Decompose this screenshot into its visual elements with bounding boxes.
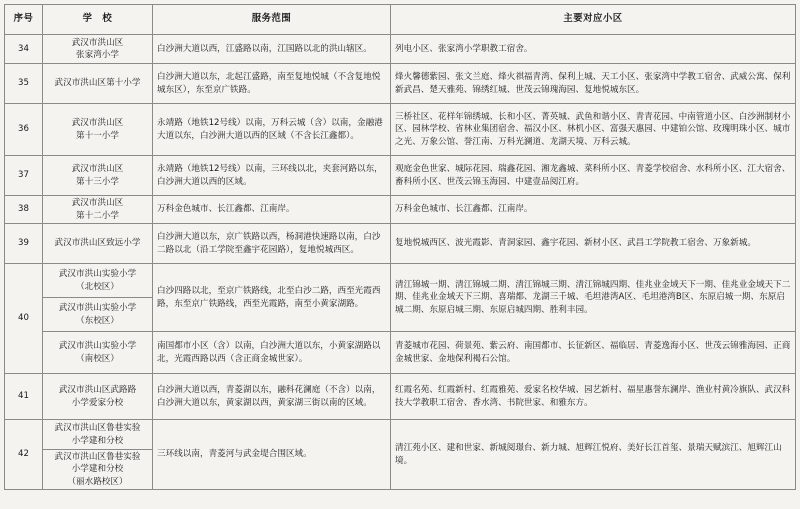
school-name: 武汉市洪山区第十小学 (43, 64, 153, 104)
communities: 清江锦城一期、清江锦城二期、清江锦城三期、清江锦城四期、佳兆业金域天下一期、佳兆业金域天下二期、佳兆业金域天下三期、喜瑞都、龙湖三千城、毛坦港湾A区、毛坦港湾B区、东原启城一期、东原启城二期、东原启城三期、东原启城四期、胜利丰园。 (391, 264, 796, 332)
communities: 红霞名苑、红霞新村、红霞雅苑、爱家名校华城、园艺新村、福星惠誉东澜岸、渔业村黄冷旗队、武汉科技大学教职工宿舍、香水湾、书院世家、和雅东方。 (391, 374, 796, 420)
communities: 烽火馨德紫园、张文兰庭、烽火祺福青湾、保利上城、天工小区、张家湾中学教工宿舍、武威公寓、保利新武昌、楚天雅苑、锦绣红城、世茂云锦瑰海园、复地悦城东区。 (391, 64, 796, 104)
service-scope: 万科金色城市、长江鑫都、江南岸。 (153, 196, 391, 224)
communities: 列电小区、张家湾小学职教工宿舍。 (391, 35, 796, 64)
service-scope: 南国都市小区（含）以南，白沙洲大道以东，小黄家湖路以北，光霞西路以西（含正商金城世家）。 (153, 332, 391, 374)
table-row (5, 224, 796, 264)
school-name: 武汉市洪山区 张家湾小学 (43, 35, 153, 64)
row-number: 40 (5, 264, 43, 374)
service-scope: 永靖路（地铁12号线）以南，三环线以北，夹套河路以东，白沙洲大道以西的区域。 (153, 156, 391, 196)
school-name: 武汉市洪山区武路路 小学爱家分校 (43, 374, 153, 420)
row-number: 42 (5, 420, 43, 490)
row-number: 38 (5, 196, 43, 224)
header-communities: 主要对应小区 (391, 5, 796, 35)
school-district-table (4, 4, 796, 490)
communities: 三桥社区、花样年锦绣城、长和小区、菁英城、武鱼和谐小区、青青花园、中南管道小区、白沙洲制材小区、园林学校、省林业集团宿舍、福汉小区、林机小区、富强天惠园、中建铂公馆、玫瑰明珠小区、城市之光、万象公馆、誉江南、万科光澜道、龙湖天境、万科云城。 (391, 104, 796, 156)
row-number: 35 (5, 64, 43, 104)
row-number: 34 (5, 35, 43, 64)
communities: 复地悦城西区、波光霞影、青洞家园、鑫宇花园、新材小区、武昌工学院教工宿舍、万象新城。 (391, 224, 796, 264)
school-name: 武汉市洪山区 第十一小学 (43, 104, 153, 156)
table-row (5, 332, 796, 374)
table-row (5, 264, 796, 298)
table-row (5, 374, 796, 420)
header-school: 学 校 (43, 5, 153, 35)
school-name: 武汉市洪山实验小学 （东校区） (43, 298, 153, 332)
service-scope: 白沙洲大道以东，北起江盛路，南至复地悦城（不含复地悦城东区），东至京广铁路。 (153, 64, 391, 104)
communities: 万科金色城市、长江鑫都、江南岸。 (391, 196, 796, 224)
service-scope: 三环线以南，青菱河与武金堤合围区域。 (153, 420, 391, 490)
service-scope: 白沙四路以北，至京广铁路线，北至白沙二路，西至光霞西路，东至京广铁路线，西至光霞路，南至小黄家湖路。 (153, 264, 391, 332)
communities: 清江苑小区、建和世家、新城阅璟台、新力城、旭辉江悦府、美好长江首玺、景瑞天赋滨江、旭辉江山境。 (391, 420, 796, 490)
table-header-row (5, 5, 796, 35)
service-scope: 白沙洲大道以西，江盛路以南，江国路以北的洪山辖区。 (153, 35, 391, 64)
row-number: 37 (5, 156, 43, 196)
table-row (5, 420, 796, 450)
row-number: 39 (5, 224, 43, 264)
school-name: 武汉市洪山实验小学 （南校区） (43, 332, 153, 374)
table-row (5, 35, 796, 64)
row-number: 36 (5, 104, 43, 156)
table-row (5, 156, 796, 196)
table-row (5, 64, 796, 104)
school-name: 武汉市洪山实验小学 （北校区） (43, 264, 153, 298)
school-name: 武汉市洪山区 第十二小学 (43, 196, 153, 224)
school-name: 武汉市洪山区 第十三小学 (43, 156, 153, 196)
table-row (5, 104, 796, 156)
header-no: 序号 (5, 5, 43, 35)
table-row (5, 196, 796, 224)
school-name: 武汉市洪山区鲁巷实验 小学建和分校 (43, 420, 153, 450)
communities: 观庭金色世家、城际花园、瑞鑫花园、湘龙鑫城、菜科所小区、青菱学校宿舍、水科所小区、江大宿舍、畜科所小区、世茂云锦玉海园、中建壹品阅江府。 (391, 156, 796, 196)
service-scope: 白沙洲大道以东，京广铁路以西，杨洞港快速路以南，白沙二路以北（沿工学院至鑫宇花园路），复地悦城西区。 (153, 224, 391, 264)
header-scope: 服务范围 (153, 5, 391, 35)
school-name: 武汉市洪山区鲁巷实验 小学建和分校 （丽水路校区） (43, 450, 153, 490)
communities: 青菱城市花园、荷景苑、紫云府、南国都市、长征新区、福临居、青菱逸海小区、世茂云锦雅海园、正商金城世家、金地保利褐石公馆。 (391, 332, 796, 374)
row-number: 41 (5, 374, 43, 420)
service-scope: 白沙洲大道以西，青菱湖以东，融科花澜庭（不含）以南，白沙洲大道以东，黄家湖以西，黄家湖三街以南的区域。 (153, 374, 391, 420)
school-name: 武汉市洪山区致远小学 (43, 224, 153, 264)
service-scope: 永靖路（地铁12号线）以南，万科云城（含）以南，金融港大道以东，白沙洲大道以西的区域（不含长江鑫都）。 (153, 104, 391, 156)
